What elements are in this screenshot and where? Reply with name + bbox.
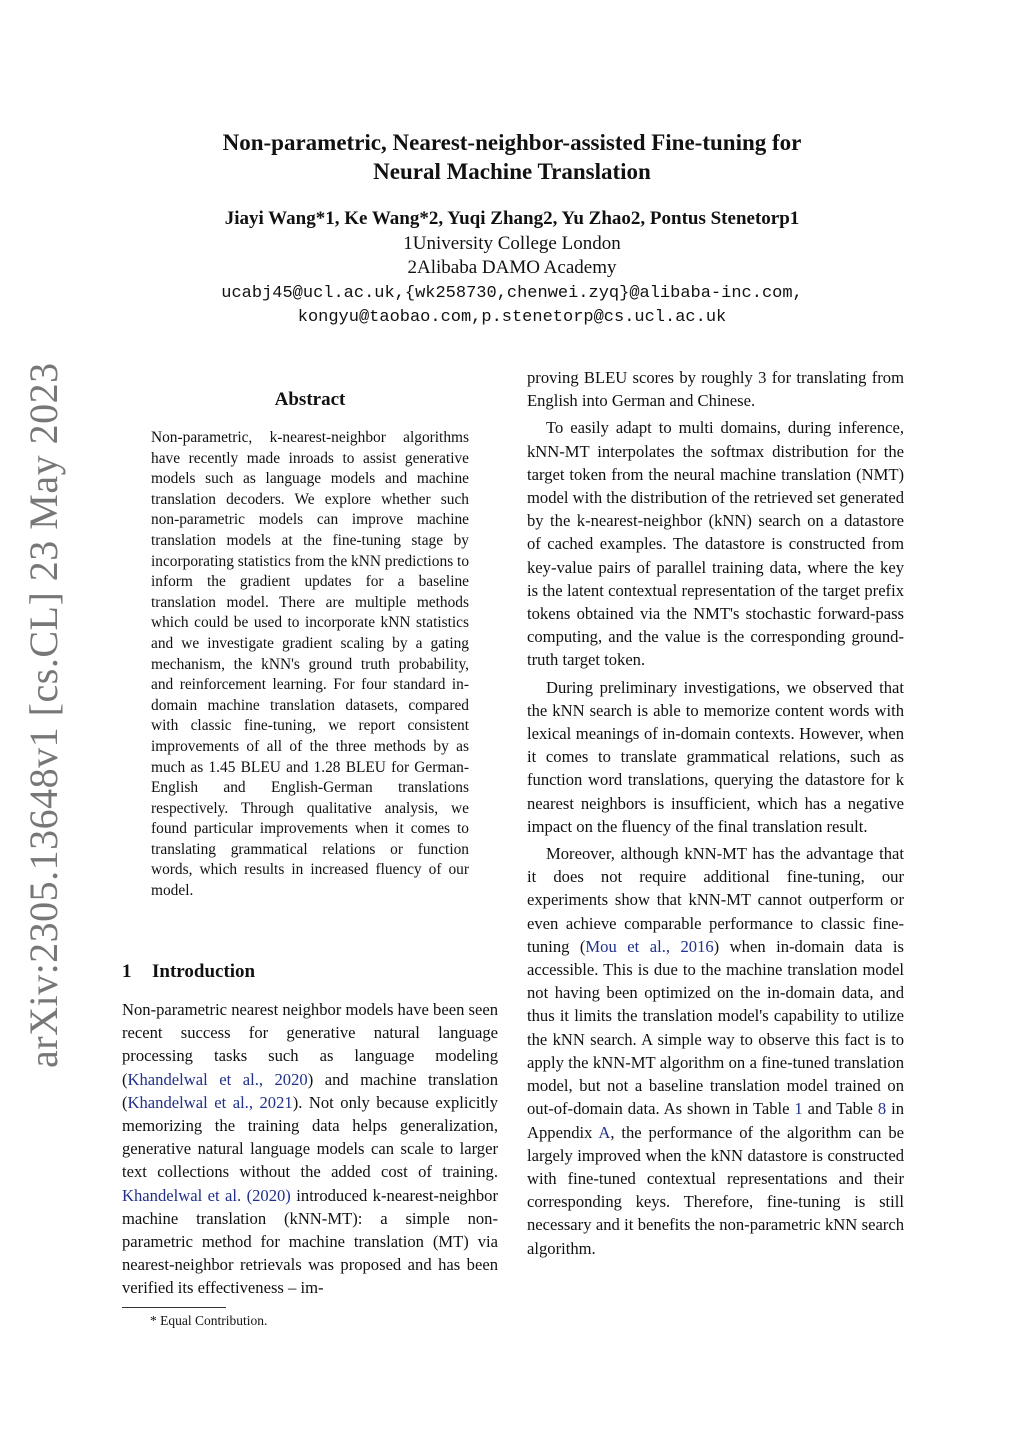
intro-paragraph-2: To easily adapt to multi domains, during inference, kNN-MT interpolates the softmax distribution for the target token from the neural machine translation (NMT) model with the distribution of the retrieved set generated by the k-nearest-neighbor (kNN) search on a datastore of cached examples. The datastore is constructed from key-value pairs of parallel training data, where the key is the latent contextual representation of the target prefix tokens obtained via the NMT's stochastic forward-pass computing, and the value is the corresponding ground-truth target token. (527, 418, 904, 670)
appendix-ref-link[interactable]: A (598, 1122, 611, 1142)
intro-paragraph-continued: proving BLEU scores by roughly 3 for translating from English into German and Chinese. (527, 368, 904, 411)
citation-link[interactable]: Khandelwal et al., 2020 (127, 1069, 308, 1089)
title-line-2: Neural Machine Translation (373, 159, 651, 184)
section-number: 1 (122, 961, 132, 982)
text-run: and Table (802, 1099, 878, 1119)
text-run: ). Not only because explicitly memorizing the training data helps generalization, generative natural language models can scale to larger text collections without the added cost of training. (122, 1092, 498, 1182)
text-run: in Appendix (527, 1099, 904, 1142)
affiliation-alibaba: 2Alibaba DAMO Academy (407, 257, 617, 278)
arxiv-identifier: arXiv:2305.13648v1 [cs.CL] 23 May 2023 (21, 362, 66, 1068)
abstract-text: Non-parametric, k-nearest-neighbor algorithms have recently made inroads to assist generative models such as language models and machine translation decoders. We explore whether such non-parametric models can improve machine translation models at the fine-tuning stage by incorporating statistics from the kNN predictions to inform the gradient updates for a baseline translation model. There are multiple methods which could be used to incorporate kNN statistics and we investigate gradient scaling by a gating mechanism, the kNN's ground truth probability, and reinforcement learning. For four standard in-domain machine translation datasets, compared with classic fine-tuning, we report consistent improvements of all of the three methods by as much as 1.45 BLEU and 1.28 BLEU for German-English and English-German translations respectively. Through qualitative analysis, we found particular improvements when it comes to translating grammatical relations or function words, which results in increased fluency of our model. (151, 429, 470, 900)
citation-link[interactable]: Khandelwal et al. (2020) (122, 1185, 291, 1205)
footnote-equal-contribution: * Equal Contribution. (150, 1313, 268, 1328)
email-line-2: kongyu@taobao.com,p.stenetorp@cs.ucl.ac.uk (297, 308, 727, 327)
citation-link[interactable]: Khandelwal et al., 2021 (127, 1092, 293, 1112)
table-ref-link[interactable]: 8 (877, 1099, 887, 1119)
footnote-divider (122, 1307, 226, 1308)
author-list: Jiayi Wang*1, Ke Wang*2, Yuqi Zhang2, Yu Zhao2, Pontus Stenetorp1 (224, 208, 800, 229)
intro-column-left (122, 998, 498, 1300)
section-title: Introduction (152, 961, 256, 982)
section-heading-introduction (122, 961, 482, 983)
affiliation-ucl: 1University College London (403, 233, 621, 254)
paper-title (150, 128, 874, 186)
text-run: ) and machine translation ( (122, 1069, 498, 1112)
text-run: Non-parametric nearest neighbor models have been seen recent success for generative natural language processing tasks such as language modeling ( (122, 1000, 498, 1089)
intro-paragraph-1 (122, 998, 498, 1300)
text-run: ) when in-domain data is accessible. This is due to the machine translation model not having been optimized on the in-domain data, and thus it limits the translation model's capability to utilize the kNN search. A simple way to observe this fact is to apply the kNN-MT algorithm on a fine-tuned translation model, but not a baseline translation model trained on out-of-domain data. As shown in Table (527, 936, 904, 1119)
citation-link[interactable]: Mou et al., 2016 (585, 936, 714, 956)
text-run: introduced k-nearest-neighbor machine translation (kNN-MT): a simple non-parametric method for machine translation (MT) via nearest-neighbor retrievals was proposed and has been verified its effectiveness – im- (122, 1185, 499, 1298)
intro-column-right (527, 366, 904, 1260)
email-line-1: ucabj45@ucl.ac.uk,{wk258730,chenwei.zyq}@alibaba-inc.com, (221, 284, 803, 303)
text-run: Moreover, although kNN-MT has the advantage that it does not require additional fine-tuning, our experiments show that kNN-MT cannot outperform or even achieve comparable performance to classic fine-tuning ( (527, 844, 904, 956)
text-run: , the performance of the algorithm can be largely improved when the kNN datastore is constructed with fine-tuned contextual representations and their corresponding keys. Therefore, fine-tuning is still necessary and it benefits the non-parametric kNN search algorithm. (527, 1122, 904, 1258)
intro-paragraph-3: During preliminary investigations, we observed that the kNN search is able to memorize content words with lexical meanings of in-domain contexts. However, when it comes to translate grammatical relations, such as function word translations, querying the datastore for k nearest neighbors is insufficient, which has a negative impact on the fluency of the final translation result. (527, 677, 904, 836)
abstract-heading: Abstract (274, 389, 346, 410)
table-ref-link[interactable]: 1 (794, 1099, 803, 1119)
title-line-1: Non-parametric, Nearest-neighbor-assisted Fine-tuning for (222, 130, 802, 155)
intro-paragraph-4 (527, 842, 904, 1260)
